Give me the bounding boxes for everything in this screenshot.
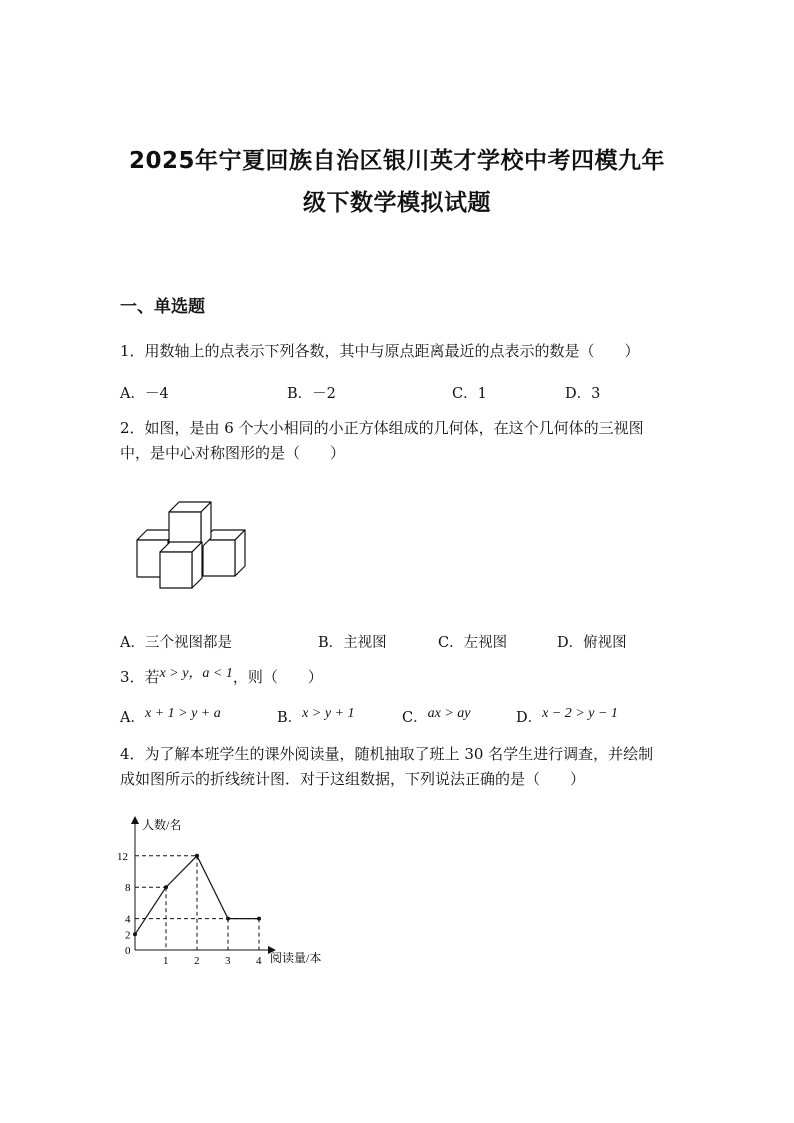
question-3-option-b <box>277 706 354 727</box>
question-2-stem-line2: 中，是中心对称图形的是（ ） <box>120 444 346 462</box>
option-d-label: D． <box>516 710 543 726</box>
question-2-option-c: C．左视图 <box>438 635 508 651</box>
y-tick-label-2: 2 <box>125 929 131 942</box>
question-1-option-d: D．3 <box>565 386 601 402</box>
x-tick-label-4: 4 <box>256 955 262 967</box>
document-title-line2: 级下数学模拟试题 <box>303 190 491 216</box>
question-3-prefix: 3．若 <box>120 668 160 686</box>
question-2-option-d: D．俯视图 <box>557 635 627 651</box>
y-tick-label-12: 12 <box>117 850 128 863</box>
question-1-option-c: C．1 <box>452 386 487 402</box>
data-point-3 <box>226 917 230 921</box>
data-point-2 <box>195 854 199 858</box>
question-3-option-a <box>120 706 221 727</box>
option-a-expression: x + 1 > y + a <box>144 706 221 721</box>
x-tick-label-2: 2 <box>194 955 200 967</box>
option-b-expression: x > y + 1 <box>302 706 355 721</box>
data-point-4 <box>257 917 261 921</box>
document-title-line1: 2025年宁夏回族自治区银川英才学校中考四模九年 <box>128 148 665 174</box>
x-tick-label-0: 0 <box>125 945 131 957</box>
option-c-label: C． <box>402 710 428 726</box>
reading-line-chart <box>110 810 340 972</box>
data-point-0 <box>133 932 137 936</box>
data-point-1 <box>164 885 168 889</box>
option-d-expression: x − 2 > y − 1 <box>542 706 618 721</box>
question-2-option-a: A．三个视图都是 <box>120 635 232 651</box>
x-axis-label: 阅读量/本 <box>270 951 322 965</box>
question-2-option-b: B．主视图 <box>318 635 387 651</box>
question-3-stem <box>120 664 323 692</box>
option-a-label: A． <box>120 710 145 726</box>
y-tick-label-8: 8 <box>125 882 131 895</box>
section-heading: 一、单选题 <box>120 297 205 317</box>
question-4-stem-line1: 4．为了解本班学生的课外阅读量，随机抽取了班上 30 名学生进行调查，并绘制 <box>120 745 654 763</box>
question-3-condition: x > y，a < 1 <box>159 666 233 681</box>
question-1-option-b: B．－2 <box>287 386 336 402</box>
question-1-option-a: A．－4 <box>120 386 169 402</box>
y-axis-label: 人数/名 <box>142 818 182 832</box>
question-2-stem-line1: 2．如图，是由 6 个大小相同的小正方体组成的几何体，在这个几何体的三视图 <box>120 419 644 437</box>
y-tick-label-4: 4 <box>125 913 131 926</box>
question-3-option-d <box>516 706 618 727</box>
option-c-expression: ax > ay <box>427 706 471 721</box>
question-1-stem: 1．用数轴上的点表示下列各数，其中与原点距离最近的点表示的数是（ ） <box>120 342 640 360</box>
option-b-label: B． <box>277 710 303 726</box>
question-3-option-c <box>402 706 470 727</box>
question-3-suffix: ，则（ ） <box>232 668 323 686</box>
cube-solid-figure <box>128 490 258 590</box>
x-tick-label-1: 1 <box>163 955 169 967</box>
x-tick-label-3: 3 <box>225 955 231 967</box>
question-4-stem-line2: 成如图所示的折线统计图．对于这组数据，下列说法正确的是（ ） <box>120 770 586 788</box>
